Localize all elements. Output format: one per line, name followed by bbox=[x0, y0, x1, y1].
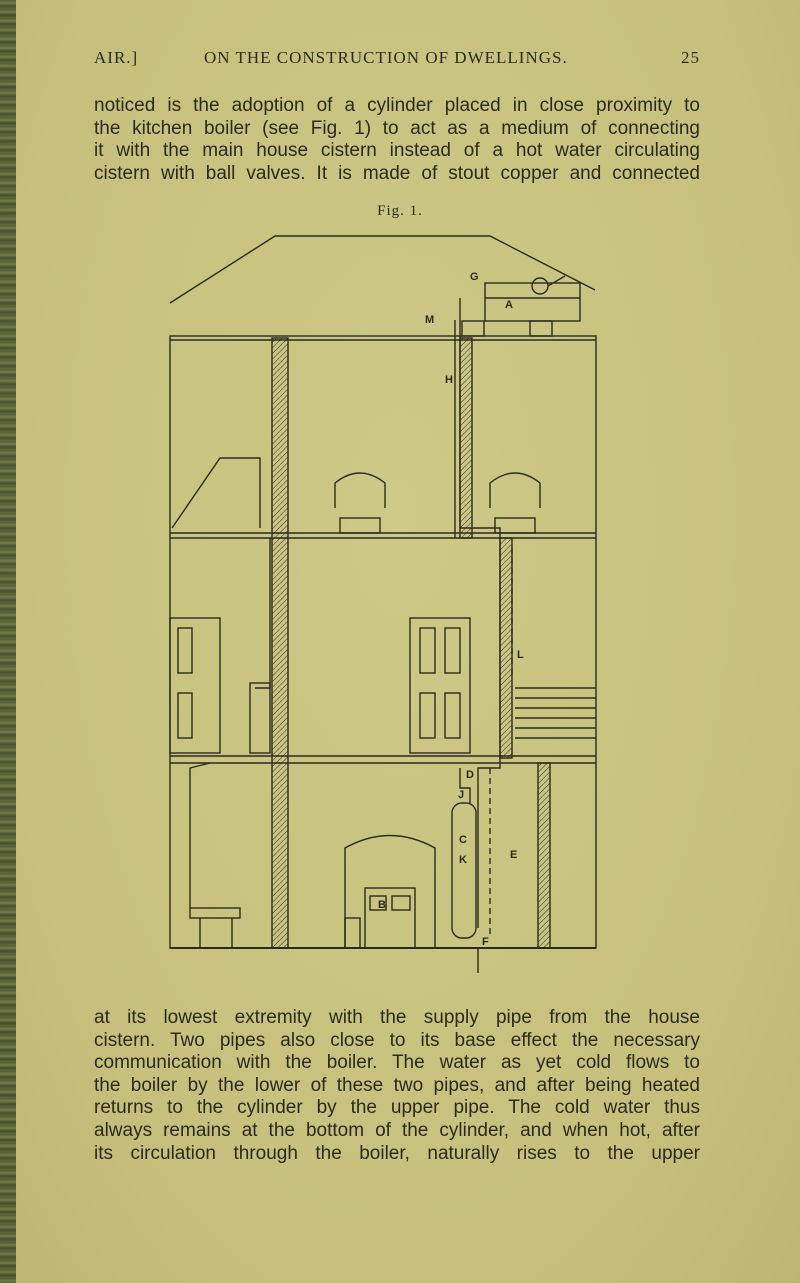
staircase bbox=[515, 688, 596, 738]
text-line: noticed is the adoption of a cylinder placed in close proximity to bbox=[94, 95, 700, 116]
label-m: M bbox=[425, 314, 435, 326]
header-title: ON THE CONSTRUCTION OF DWELLINGS. bbox=[204, 48, 568, 67]
text-line: cistern. Two pipes also close to its base effect the necessary bbox=[94, 1029, 700, 1051]
label-h: H bbox=[445, 374, 453, 386]
figure-caption: Fig. 1. bbox=[377, 203, 423, 219]
door-middle bbox=[410, 618, 470, 753]
fireplace-right-upper bbox=[490, 473, 540, 533]
roof-outline bbox=[170, 236, 595, 303]
running-header bbox=[94, 48, 700, 78]
label-a: A bbox=[505, 299, 513, 311]
label-l: L bbox=[517, 649, 524, 661]
text-line: cistern with ball valves. It is made of stout copper and connected bbox=[94, 162, 700, 184]
outer-wall bbox=[170, 336, 596, 948]
label-e: E bbox=[510, 849, 518, 861]
sink bbox=[190, 908, 240, 918]
paragraph-top bbox=[94, 95, 700, 185]
header-section: AIR.] bbox=[94, 48, 139, 67]
text-line: always remains at the bottom of the cylinder, and when hot, after bbox=[94, 1119, 700, 1141]
text-line: it with the main house cistern instead of a hot water circulating bbox=[94, 140, 700, 162]
paragraph-bottom bbox=[94, 1007, 700, 1165]
page-binding-edge bbox=[0, 0, 16, 1283]
house-section-drawing bbox=[160, 228, 610, 988]
page-number: 25 bbox=[681, 48, 700, 67]
label-k: K bbox=[459, 854, 467, 866]
text-line: the boiler by the lower of these two pipes, and after being heated bbox=[94, 1074, 700, 1096]
label-b: B bbox=[378, 899, 386, 911]
text-line: returns to the cylinder by the upper pipe. The cold water thus bbox=[94, 1097, 700, 1119]
label-g: G bbox=[470, 271, 479, 283]
text-line: at its lowest extremity with the supply pipe from the house bbox=[94, 1007, 700, 1028]
label-c: C bbox=[459, 834, 467, 846]
text-line: the kitchen boiler (see Fig. 1) to act as a medium of connecting bbox=[94, 117, 700, 139]
text-line: its circulation through the boiler, naturally rises to the upper bbox=[94, 1142, 700, 1164]
hot-water-cylinder bbox=[452, 803, 476, 938]
text-line: communication with the boiler. The water as yet cold flows to bbox=[94, 1052, 700, 1074]
label-d: D bbox=[466, 769, 474, 781]
label-f: F bbox=[482, 936, 489, 948]
label-j: J bbox=[458, 789, 465, 801]
house-section-figure bbox=[160, 228, 610, 988]
fireplace-left-upper bbox=[335, 473, 385, 533]
kitchen-range bbox=[345, 836, 435, 949]
kitchen-pipe bbox=[190, 763, 210, 908]
